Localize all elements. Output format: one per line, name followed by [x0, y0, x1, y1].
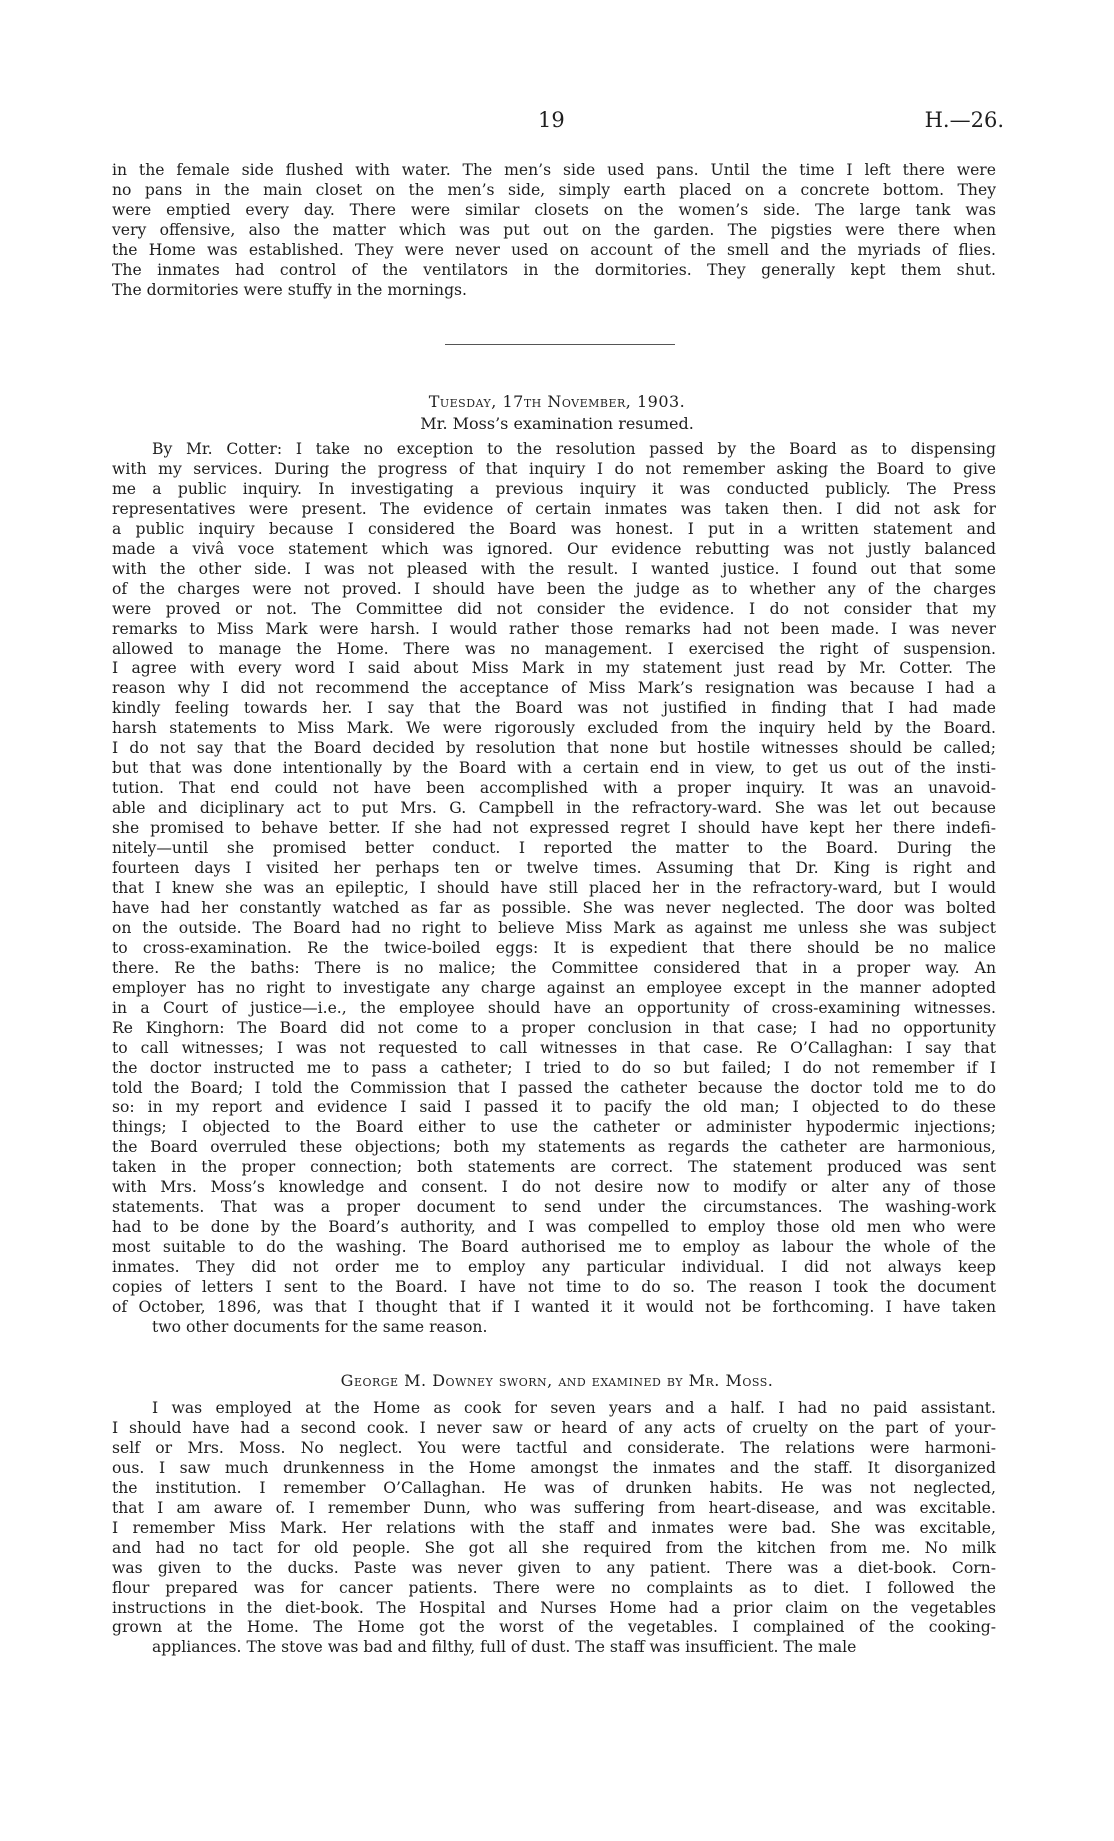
text-line: of the charges were not proved. I should have been the judge as to whether any of the charges: [112, 579, 996, 598]
text-line: instructions in the diet-book. The Hospital and Nurses Home had a prior claim on the vegetables: [112, 1598, 996, 1617]
page-header: [0, 108, 1114, 138]
text-line: to cross-examination. Re the twice-boiled eggs: It is expedient that there should be no malice: [112, 938, 996, 957]
text-line: of October, 1896, was that I thought that if I wanted it it would not be forthcoming. I have taken: [112, 1297, 996, 1316]
text-line: flour prepared was for cancer patients. There were no complaints as to diet. I followed the: [112, 1578, 996, 1597]
text-line: I do not say that the Board decided by resolution that none but hostile witnesses should be called;: [112, 739, 996, 758]
text-line: had to be done by the Board’s authority, and I was compelled to employ those old men who were: [112, 1218, 996, 1237]
text-line: things; I objected to the Board either to use the catheter or administer hypodermic injections;: [112, 1118, 996, 1137]
text-line: have had her constantly watched as far as possible. She was never neglected. The door was bolted: [112, 898, 996, 917]
text-line: with Mrs. Moss’s knowledge and consent. I do not desire now to modify or alter any of those: [112, 1178, 996, 1197]
examination-testimony: [112, 440, 996, 1338]
text-line: self or Mrs. Moss. No neglect. You were tactful and considerate. The relations were harmoni-: [112, 1438, 996, 1457]
opening-paragraph: [112, 161, 996, 301]
text-line: tution. That end could not have been accomplished with a proper inquiry. It was an unavoid-: [112, 779, 996, 798]
text-line: that I knew she was an epileptic, I should have still placed her in the refractory-ward, but I would: [112, 878, 996, 897]
text-line: in a Court of justice—i.e., the employee should have an opportunity of cross-examining witnesses.: [112, 998, 996, 1017]
text-line: the Home was established. They were never used on account of the smell and the myriads of flies.: [112, 240, 996, 259]
text-line: that I am aware of. I remember Dunn, who was suffering from heart-disease, and was excitable.: [112, 1498, 996, 1517]
text-line: in the female side flushed with water. The men’s side used pans. Until the time I left there were: [112, 161, 996, 179]
text-line: copies of letters I sent to the Board. I have not time to do so. The reason I took the document: [112, 1278, 996, 1297]
text-line: representatives were present. The evidence of certain inmates was taken then. I did not ask for: [112, 499, 996, 518]
text-line: By Mr. Cotter: I take no exception to the resolution passed by the Board as to dispensing: [152, 440, 996, 458]
text-line: told the Board; I told the Commission that I passed the catheter because the doctor told me to do: [112, 1078, 996, 1097]
text-line: no pans in the main closet on the men’s side, simply earth placed on a concrete bottom. They: [112, 180, 996, 199]
text-line: employer has no right to investigate any charge against an employee except in the manner adopted: [112, 978, 996, 997]
text-line: kindly feeling towards her. I say that the Board was not justified in finding that I had made: [112, 699, 996, 718]
text-line: two other documents for the same reason.: [152, 1317, 488, 1336]
text-line: reason why I did not recommend the acceptance of Miss Mark’s resignation was because I had a: [112, 679, 996, 698]
text-line: on the outside. The Board had no right to believe Miss Mark as against me unless she was subject: [112, 918, 996, 937]
text-line: was given to the ducks. Paste was never given to any patient. There was a diet-book. Corn-: [112, 1558, 996, 1577]
text-line: she promised to behave better. If she had not expressed regret I should have kept her there indefi-: [112, 819, 996, 838]
text-line: to call witnesses; I was not requested to call witnesses in that case. Re O’Callaghan: I say that: [112, 1038, 996, 1057]
section-divider: [0, 344, 1114, 348]
witness-testimony: [112, 1399, 996, 1658]
text-line: made a vivâ voce statement which was ignored. Our evidence rebutting was not justly balanced: [112, 539, 996, 558]
text-line: remarks to Miss Mark were harsh. I would rather those remarks had not been made. I was never: [112, 619, 996, 638]
text-line: very offensive, also the matter which was put out on the garden. The pigsties were there when: [112, 220, 996, 239]
text-line: taken in the proper connection; both statements are correct. The statement produced was sent: [112, 1158, 996, 1177]
text-line: the Board overruled these objections; both my statements as regards the catheter are harmonious,: [112, 1138, 996, 1157]
text-line: most suitable to do the washing. The Board authorised me to employ as labour the whole of the: [112, 1238, 996, 1257]
text-line: were emptied every day. There were similar closets on the women’s side. The large tank was: [112, 200, 996, 219]
text-line: allowed to manage the Home. There was no management. I exercised the right of suspension.: [112, 639, 996, 658]
date-heading: Tuesday, 17th November, 1903.: [428, 392, 686, 411]
examination-subheading: Mr. Moss’s examination resumed.: [420, 414, 694, 433]
text-line: were proved or not. The Committee did not consider the evidence. I do not consider that my: [112, 599, 996, 618]
text-line: able and diciplinary act to put Mrs. G. Campbell in the refractory-ward. She was let out because: [112, 799, 996, 818]
text-line: The inmates had control of the ventilators in the dormitories. They generally kept them shut.: [112, 260, 996, 279]
text-line: ous. I saw much drunkenness in the Home amongst the inmates and the staff. It disorganized: [112, 1458, 996, 1477]
text-line: there. Re the baths: There is no malice; the Committee considered that in a proper way. An: [112, 958, 996, 977]
text-line: me a public inquiry. In investigating a previous inquiry it was conducted publicly. The Press: [112, 479, 996, 498]
text-line: so: in my report and evidence I said I passed it to pacify the old man; I objected to do these: [112, 1098, 996, 1117]
witness-heading: George M. Downey sworn, and examined by Mr. Moss.: [340, 1371, 774, 1390]
text-line: appliances. The stove was bad and filthy, full of dust. The staff was insufficient. The male: [152, 1638, 857, 1657]
text-line: I remember Miss Mark. Her relations with the staff and inmates were bad. She was excitable,: [112, 1518, 996, 1537]
text-line: The dormitories were stuffy in the mornings.: [112, 280, 468, 299]
text-line: with the other side. I was not pleased with the result. I wanted justice. I found out that some: [112, 559, 996, 578]
page-number: 19: [538, 108, 565, 132]
text-line: the institution. I remember O’Callaghan. He was of drunken habits. He was not neglected,: [112, 1478, 996, 1497]
text-line: the doctor instructed me to pass a catheter; I tried to do so but failed; I do not remember if I: [112, 1058, 996, 1077]
text-line: and had no tact for old people. She got all she required from the kitchen from me. No milk: [112, 1538, 996, 1557]
text-line: statements. That was a proper document to send under the circumstances. The washing-work: [112, 1198, 996, 1217]
text-line: inmates. They did not order me to employ any particular individual. I did not always keep: [112, 1258, 996, 1277]
text-line: but that was done intentionally by the Board with a certain end in view, to get us out of the insti-: [112, 759, 996, 778]
text-line: with my services. During the progress of that inquiry I do not remember asking the Board to give: [112, 459, 996, 478]
text-line: I was employed at the Home as cook for seven years and a half. I had no paid assistant.: [152, 1399, 996, 1417]
text-line: a public inquiry because I considered the Board was honest. I put in a written statement and: [112, 519, 996, 538]
text-line: Re Kinghorn: The Board did not come to a proper conclusion in that case; I had no opportunity: [112, 1018, 996, 1037]
text-line: harsh statements to Miss Mark. We were rigorously excluded from the inquiry held by the Board.: [112, 719, 996, 738]
document-reference: H.—26.: [924, 108, 1004, 132]
text-line: grown at the Home. The Home got the worst of the vegetables. I complained of the cooking-: [112, 1618, 996, 1637]
text-line: I agree with every word I said about Miss Mark in my statement just read by Mr. Cotter. The: [112, 659, 996, 678]
text-line: I should have had a second cook. I never saw or heard of any acts of cruelty on the part of your-: [112, 1418, 996, 1437]
text-line: fourteen days I visited her perhaps ten or twelve times. Assuming that Dr. King is right and: [112, 859, 996, 878]
text-line: nitely—until she promised better conduct. I reported the matter to the Board. During the: [112, 839, 996, 858]
